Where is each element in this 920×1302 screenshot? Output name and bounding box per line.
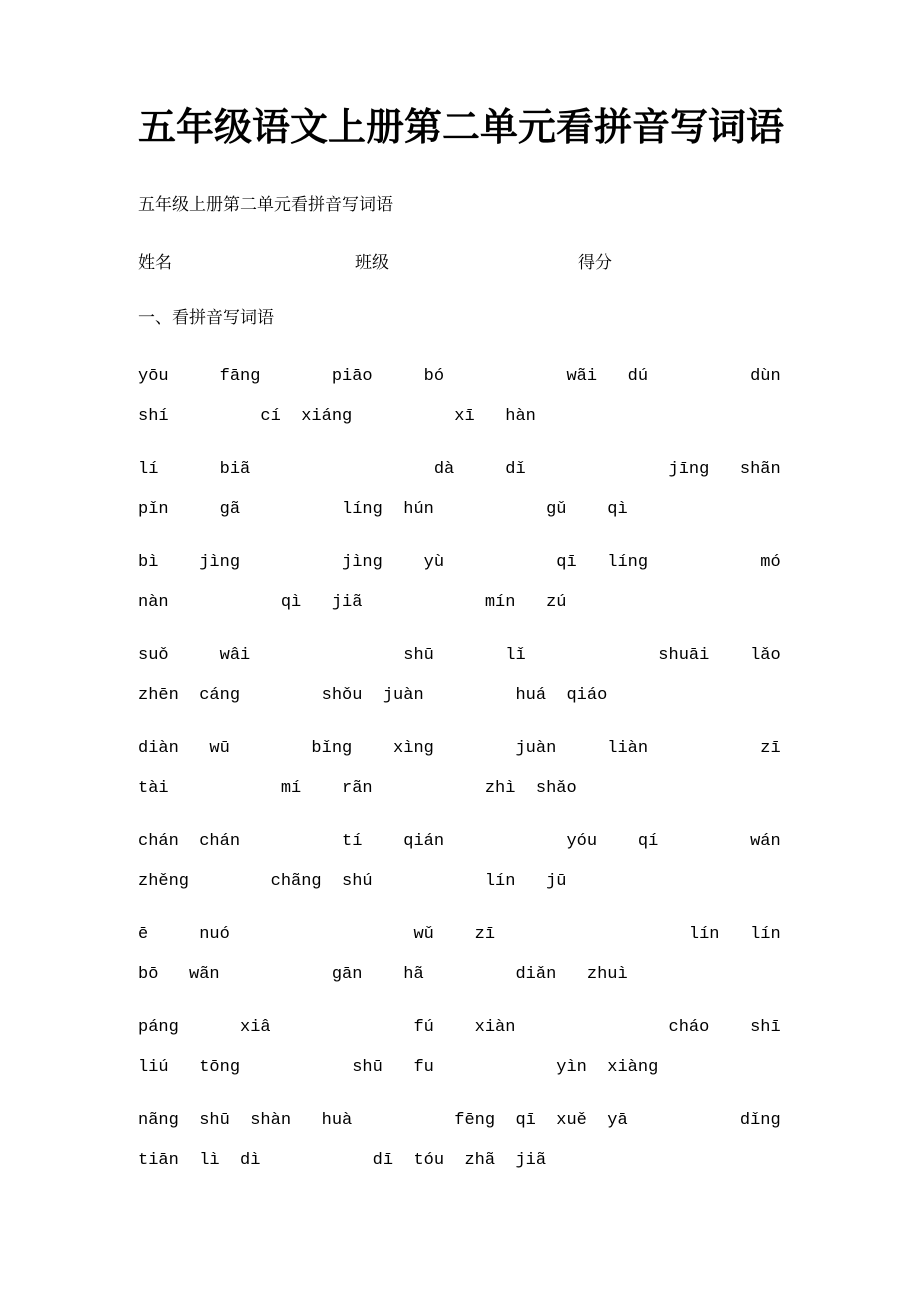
pinyin-line: bì jìng jìng yù qī líng mó	[138, 553, 781, 572]
name-label: 姓名	[138, 253, 172, 272]
pinyin-line: tiān lì dì dī tóu zhã jiã	[138, 1151, 547, 1170]
pinyin-row-4	[138, 636, 790, 716]
score-label: 得分	[578, 253, 612, 272]
pinyin-row-2	[138, 450, 790, 530]
pinyin-line: nàn qì jiã mín zú	[138, 593, 567, 612]
pinyin-line: liú tōng shū fu yìn xiàng	[138, 1058, 659, 1077]
section-heading: 一、看拼音写词语	[138, 308, 274, 327]
pinyin-line: páng xiâ fú xiàn cháo shī	[138, 1018, 781, 1037]
pinyin-row-7	[138, 915, 790, 995]
pinyin-line: chán chán tí qián yóu qí wán	[138, 832, 781, 851]
pinyin-line: zhēn cáng shǒu juàn huá qiáo	[138, 686, 608, 705]
pinyin-line: tài mí rãn zhì shǎo	[138, 779, 577, 798]
pinyin-row-1	[138, 357, 790, 437]
pinyin-line: diàn wū bǐng xìng juàn liàn zī	[138, 739, 781, 758]
page-title: 五年级语文上册第二单元看拼音写词语	[138, 107, 785, 149]
pinyin-row-3	[138, 543, 790, 623]
pinyin-row-9	[138, 1101, 790, 1181]
worksheet-subtitle: 五年级上册第二单元看拼音写词语	[138, 195, 393, 214]
pinyin-exercise-list	[138, 357, 790, 1181]
pinyin-line: bō wãn gān hã diǎn zhuì	[138, 965, 628, 984]
pinyin-row-6	[138, 822, 790, 902]
pinyin-line: nãng shū shàn huà fēng qī xuě yā dǐng	[138, 1111, 781, 1130]
info-fields-row	[138, 252, 790, 274]
pinyin-line: zhěng chãng shú lín jū	[138, 872, 567, 891]
pinyin-row-8	[138, 1008, 790, 1088]
pinyin-row-5	[138, 729, 790, 809]
pinyin-line: yōu fāng piāo bó wãi dú dùn	[138, 367, 781, 386]
class-label: 班级	[355, 253, 389, 272]
pinyin-line: shí cí xiáng xī hàn	[138, 407, 536, 426]
pinyin-line: lí biã dà dǐ jīng shãn	[138, 460, 781, 479]
pinyin-line: pǐn gã líng hún gǔ qì	[138, 500, 628, 519]
pinyin-line: suǒ wâi shū lǐ shuāi lǎo	[138, 646, 781, 665]
pinyin-line: ē nuó wǔ zī lín lín	[138, 925, 781, 944]
